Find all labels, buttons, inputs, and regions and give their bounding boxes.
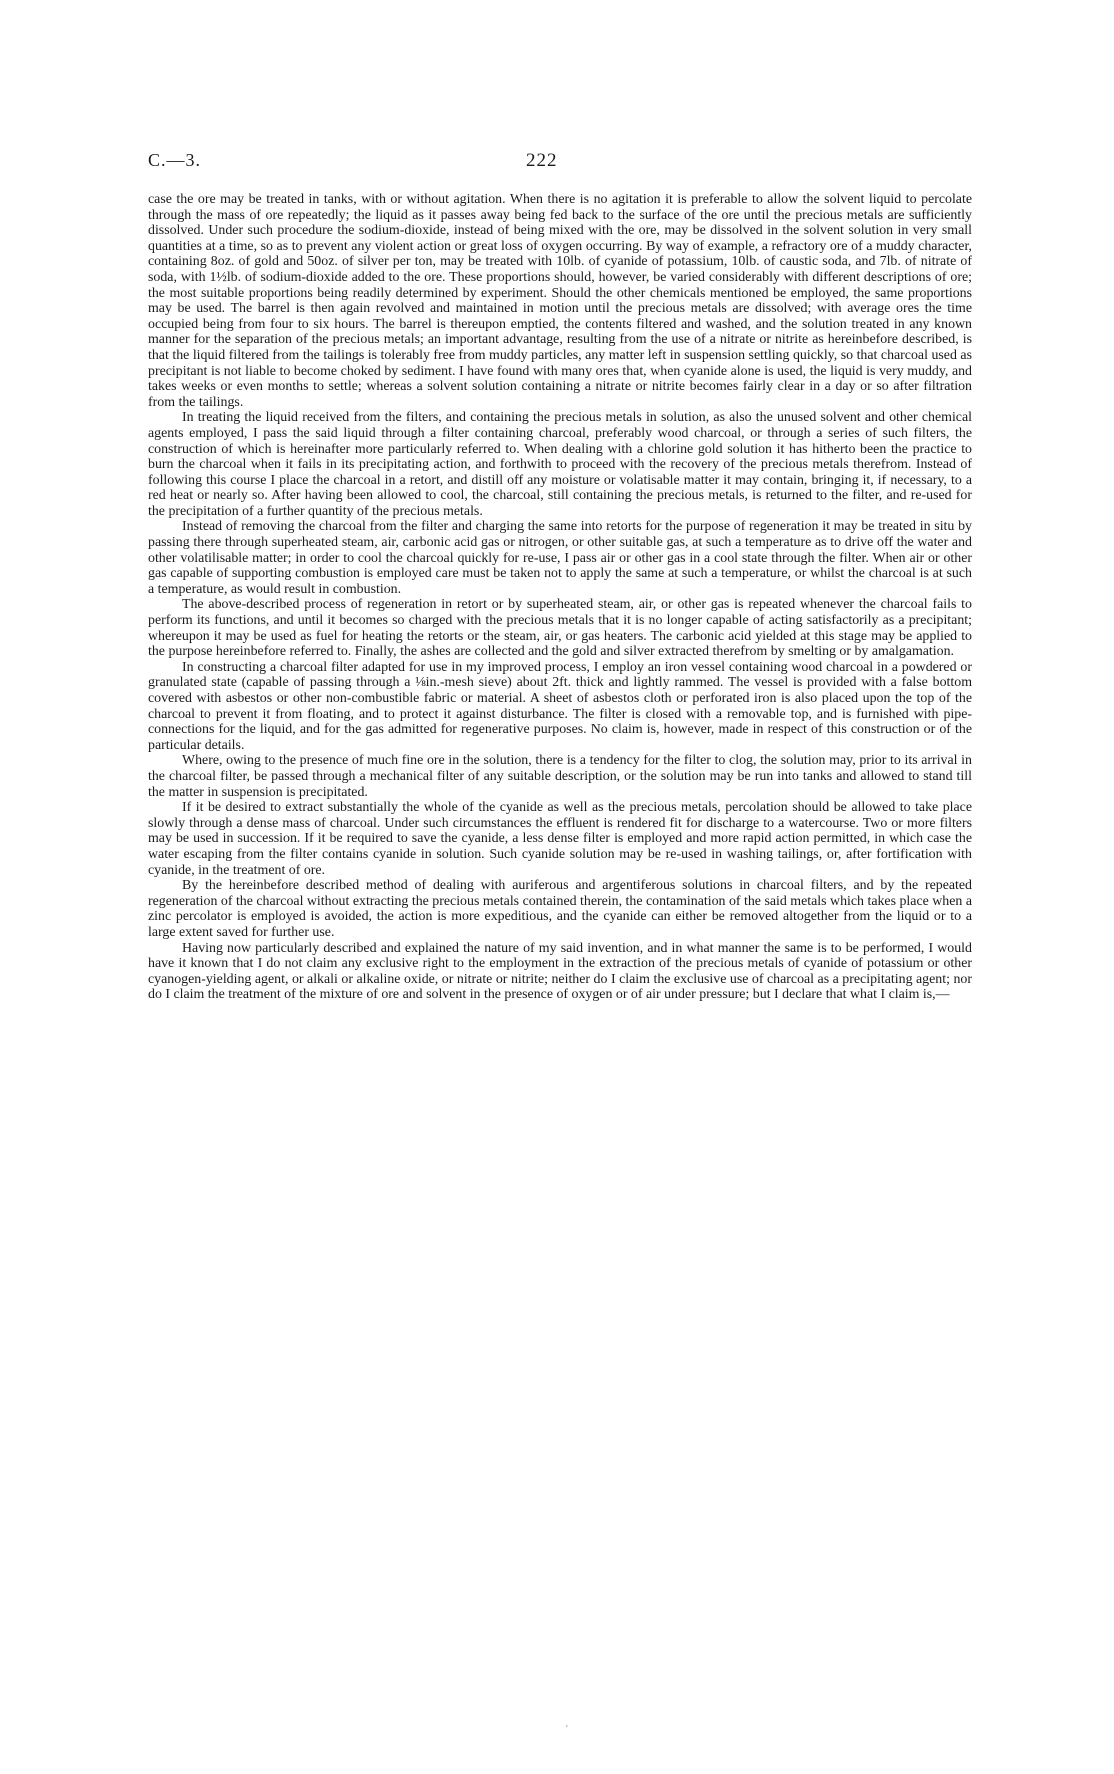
paragraph-6: Where, owing to the presence of much fine ore in the solution, there is a tendency for the filter to clog, the solution may, prior to its arrival in the charcoal filter, be passed through a mechanical filter of any suitable description, or the solution may be run into tanks and allowed to stand till the matter in suspension is precipitated. <box>148 753 972 800</box>
paragraph-8: By the hereinbefore described method of dealing with auriferous and argentiferous solutions in charcoal filters, and by the repeated regeneration of the charcoal without extracting the precious metals contained therein, the contamination of the said metals which takes place when a zinc percolator is employed is avoided, the action is more expeditious, and the cyanide can either be removed altogether from the liquid or to a large extent saved for further use. <box>148 878 972 940</box>
document-reference: C.—3. <box>148 150 202 170</box>
paragraph-7: If it be desired to extract substantially the whole of the cyanide as well as the precious metals, percolation should be allowed to take place slowly through a dense mass of charcoal. Under such circumstances the effluent is rendered fit for discharge to a watercourse. Two or more filters may be used in succession. If it be required to save the cyanide, a less dense filter is employed and more rapid action permitted, in which case the water escaping from the filter contains cyanide in solution. Such cyanide solution may be re-used in washing tailings, or, after fortification with cyanide, in the treatment of ore. <box>148 800 972 878</box>
page-number: 222 <box>526 150 558 171</box>
paragraph-9: Having now particularly described and explained the nature of my said invention, and in what manner the same is to be performed, I would have it known that I do not claim any exclusive right to the employment in the extraction of the precious metals of cyanide of potassium or other cyanogen-yielding agent, or alkali or alkaline oxide, or nitrate or nitrite; neither do I claim the exclusive use of charcoal as a precipitating agent; nor do I claim the treatment of the mixture of ore and solvent in the presence of oxygen or of air under pressure; but I declare that what I claim is,— <box>148 940 972 1003</box>
paragraph-4: The above-described process of regeneration in retort or by superheated steam, air, or other gas is repeated whenever the charcoal fails to perform its functions, and until it becomes so charged with the precious metals that it is no longer capable of acting satisfactorily as a precipitant; whereupon it may be used as fuel for heating the retorts or the steam, air, or gas heaters. The carbonic acid yielded at this stage may be applied to the purpose hereinbefore referred to. Finally, the ashes are collected and the gold and silver extracted therefrom by smelting or by amalgamation. <box>148 597 972 660</box>
paragraph-1: case the ore may be treated in tanks, with or without agitation. When there is no agitation it is preferable to allow the solvent liquid to percolate through the mass of ore repeatedly; the liquid as it passes away being fed back to the surface of the ore until the precious metals are sufficiently dissolved. Under such procedure the sodium-dioxide, instead of being mixed with the ore, may be dissolved in the solvent solution in very small quantities at a time, so as to prevent any violent action or great loss of oxygen occurring. By way of example, a refractory ore of a muddy character, containing 8oz. of gold and 50oz. of silver per ton, may be treated with 10lb. of cyanide of potassium, 10lb. of caustic soda, and 7lb. of nitrate of soda, with 1½lb. of sodium-dioxide added to the ore. These proportions should, however, be varied considerably with different descriptions of ore; the most suitable proportions being readily determined by experiment. Should the other chemicals mentioned be employed, the same proportions may be used. The barrel is then again revolved and maintained in motion until the precious metals are dissolved; with average ores the time occupied being from four to six hours. The barrel is thereupon emptied, the contents filtered and washed, and the solution treated in any known manner for the separation of the precious metals; an important advantage, resulting from the use of a nitrate or nitrite as hereinbefore described, is that the liquid filtered from the tailings is tolerably free from muddy particles, any matter left in suspension settling quickly, so that charcoal used as precipitant is not liable to become choked by sediment. I have found with many ores that, when cyanide alone is used, the liquid is very muddy, and takes weeks or even months to settle; whereas a solvent solution containing a nitrate or nitrite becomes fairly clear in a day or so after filtration from the tailings. <box>148 192 972 410</box>
stray-mark: ' <box>566 1724 568 1735</box>
paragraph-3: Instead of removing the charcoal from the filter and charging the same into retorts for the purpose of regeneration it may be treated in situ by passing there through superheated steam, air, carbonic acid gas or nitrogen, or other suitable gas, at such a temperature as to drive off the water and other volatilisable matter; in order to cool the charcoal quickly for re-use, I pass air or other gas in a cool state through the filter. When air or other gas capable of supporting combustion is employed care must be taken not to apply the same at such a temperature, or whilst the charcoal is at such a temperature, as would result in combustion. <box>148 519 972 597</box>
paragraph-2: In treating the liquid received from the filters, and containing the precious metals in solution, as also the unused solvent and other chemical agents employed, I pass the said liquid through a filter containing charcoal, preferably wood charcoal, or through a series of such filters, the construction of which is hereinafter more particularly referred to. When dealing with a chlorine gold solution it has hitherto been the practice to burn the charcoal when it fails in its precipitating action, and forthwith to proceed with the recovery of the precious metals therefrom. Instead of following this course I place the charcoal in a retort, and distill off any moisture or volatisable matter it may contain, bringing it, if necessary, to a red heat or nearly so. After having been allowed to cool, the charcoal, still containing the precious metals, is returned to the filter, and re-used for the precipitation of a further quantity of the precious metals. <box>148 410 972 519</box>
page-header <box>148 150 972 176</box>
paragraph-5: In constructing a charcoal filter adapted for use in my improved process, I employ an iron vessel containing wood charcoal in a powdered or granulated state (capable of passing through a ⅛in.-mesh sieve) about 2ft. thick and lightly rammed. The vessel is provided with a false bottom covered with asbestos or other non-combustible fabric or material. A sheet of asbestos cloth or perforated iron is also placed upon the top of the charcoal to prevent it from floating, and to protect it against disturbance. The filter is closed with a removable top, and is furnished with pipe-connections for the liquid, and for the gas admitted for regenerative purposes. No claim is, however, made in respect of this construction or of the particular details. <box>148 659 972 753</box>
body-text <box>148 192 972 1003</box>
